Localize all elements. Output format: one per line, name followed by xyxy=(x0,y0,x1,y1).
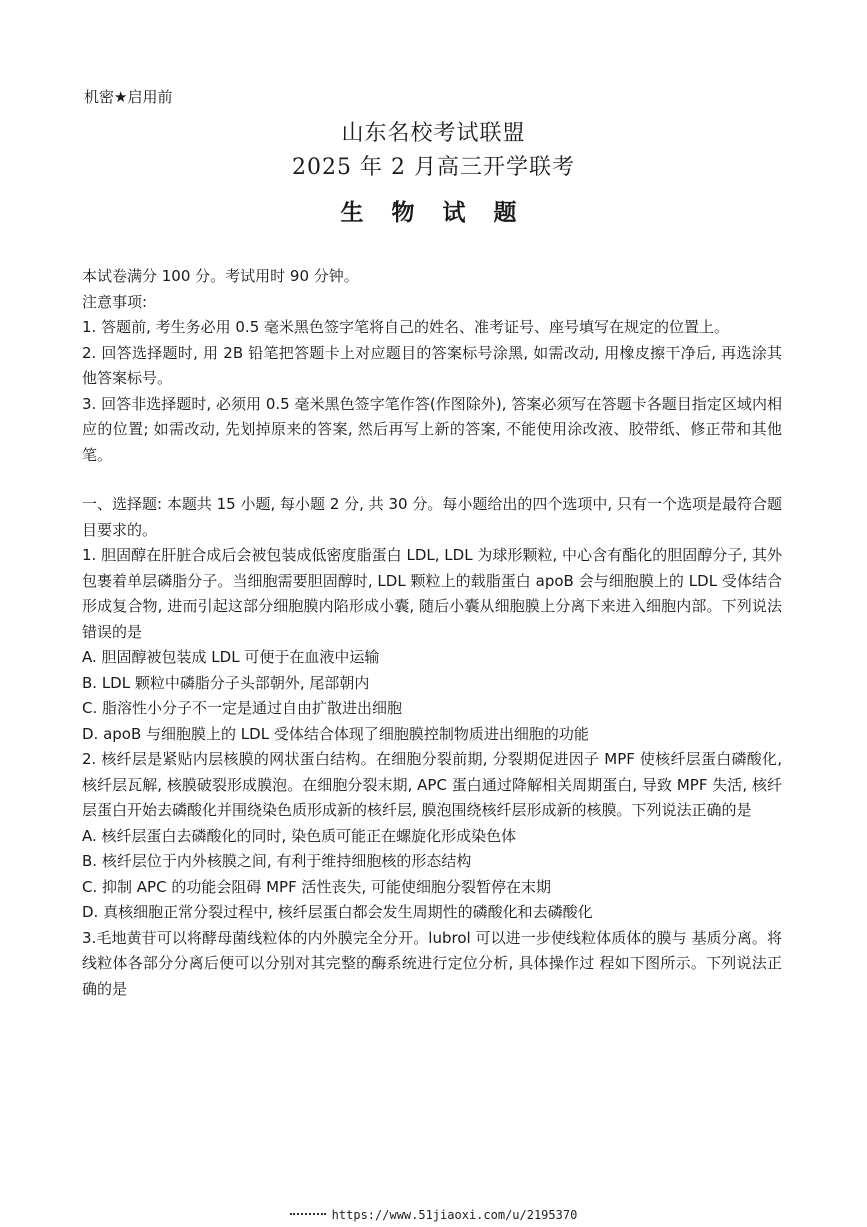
confidential-label: 机密★启用前 xyxy=(84,88,173,106)
question-option: D. apoB 与细胞膜上的 LDL 受体结合体现了细胞膜控制物质进出细胞的功能 xyxy=(82,724,589,743)
subject-title: 生 物 试 题 xyxy=(340,199,527,226)
question-stem: 2. 核纤层是紧贴内层核膜的网状蛋白结构。在细胞分裂前期, 分裂期促进因子 MPF 使核纤层蛋白磷酸化, 核纤层瓦解, 核膜破裂形成膜泡。在细胞分裂末期, APC 蛋白通过降解相关周期蛋白, 导致 MPF 失活, 核纤层蛋白开始去磷酸化并围绕染色质形成新的核纤层, 膜泡围绕核纤层形成新的核膜。下列说法正确的是 xyxy=(82,750,782,819)
question-stem: 3.毛地黄苷可以将酵母菌线粒体的内外膜完全分开。lubrol 可以进一步使线粒体质体的膜与 基质分离。将线粒体各部分分离后便可以分别对其完整的酶系统进行定位分析, 具体操作过 程如下图所示。下列说法正确的是 xyxy=(82,928,782,998)
notice-item: 2. 回答选择题时, 用 2B 铅笔把答题卡上对应题目的答案标号涂黑, 如需改动, 用橡皮擦干净后, 再选涂其他答案标号。 xyxy=(82,343,782,387)
question-stem: 1. 胆固醇在肝脏合成后会被包装成低密度脂蛋白 LDL, LDL 为球形颗粒, 中心含有酯化的胆固醇分子, 其外包裹着单层磷脂分子。当细胞需要胆固醇时, LDL 颗粒上的载脂蛋白 apoB 会与细胞膜上的 LDL 受体结合形成复合物, 进而引起这部分细胞膜内陷形成小囊, 随后小囊从细胞膜上分离下来进入细胞内部。下列说法错误的是 xyxy=(82,546,782,641)
footer-marks xyxy=(290,1213,326,1219)
question-option: B. LDL 颗粒中磷脂分子头部朝外, 尾部朝内 xyxy=(82,673,370,692)
notice-item: 3. 回答非选择题时, 必须用 0.5 毫米黑色签字笔作答(作图除外), 答案必须写在答题卡各题目指定区域内相应的位置; 如需改动, 先划掉原来的答案, 然后再写上新的答案, 不能使用涂改液、胶带纸、修正带和其他笔。 xyxy=(82,394,782,464)
section-heading: 一、选择题: 本题共 15 小题, 每小题 2 分, 共 30 分。每小题给出的四个选项中, 只有一个选项是最符合题目要求的。 xyxy=(82,495,782,539)
question-option: C. 抑制 APC 的功能会阻碍 MPF 活性丧失, 可能使细胞分裂暂停在末期 xyxy=(82,877,552,896)
notice-item: 1. 答题前, 考生务必用 0.5 毫米黑色签字笔将自己的姓名、准考证号、座号填写在规定的位置上。 xyxy=(82,318,730,336)
spacer xyxy=(82,468,782,492)
question-option: A. 胆固醇被包装成 LDL 可便于在血液中运输 xyxy=(82,648,380,666)
question-option: A. 核纤层蛋白去磷酸化的同时, 染色质可能正在螺旋化形成染色体 xyxy=(82,826,517,845)
footer-watermark xyxy=(0,1208,867,1222)
score-time-line: 本试卷满分 100 分。考试用时 90 分钟。 xyxy=(82,267,359,285)
question-option: B. 核纤层位于内外核膜之间, 有利于维持细胞核的形态结构 xyxy=(82,852,472,870)
exam-date-title: 2025 年 2 月高三开学联考 xyxy=(292,155,575,180)
notice-heading: 注意事项: xyxy=(82,292,148,311)
exam-body xyxy=(82,264,782,1002)
question-option: C. 脂溶性小分子不一定是通过自由扩散进出细胞 xyxy=(82,699,403,717)
question-option: D. 真核细胞正常分裂过程中, 核纤层蛋白都会发生周期性的磷酸化和去磷酸化 xyxy=(82,903,593,921)
footer-url[interactable]: https://www.51jiaoxi.com/u/2195370 xyxy=(331,1208,578,1222)
exam-union-title: 山东名校考试联盟 xyxy=(341,121,526,146)
